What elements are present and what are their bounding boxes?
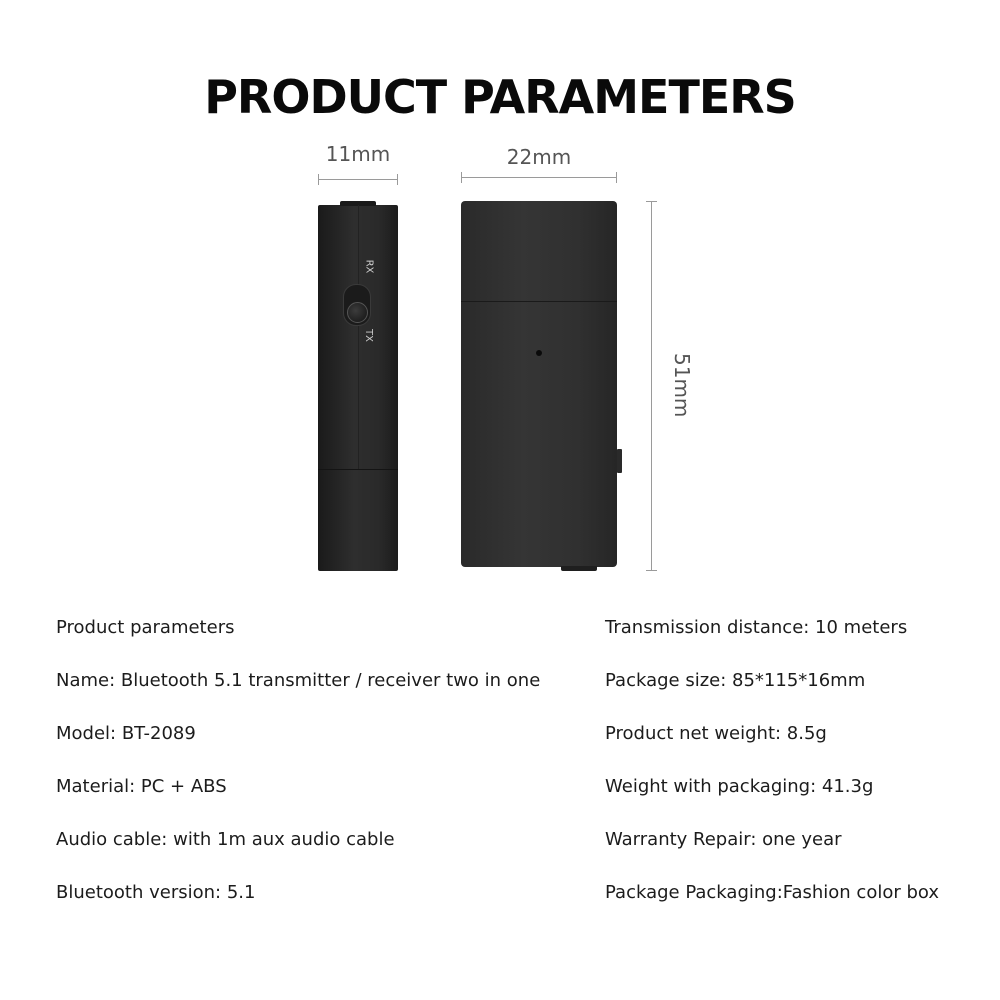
spec-right-item: Transmission distance: 10 meters: [605, 617, 908, 638]
led-indicator: [536, 350, 542, 356]
spec-right-item: Warranty Repair: one year: [605, 829, 842, 850]
height-line: [651, 201, 652, 571]
spec-left-item: Model: BT-2089: [56, 723, 196, 744]
front-width-label: 22mm: [506, 145, 572, 169]
side-width-line: [318, 179, 398, 180]
spec-right-item: Weight with packaging: 41.3g: [605, 776, 874, 797]
device-front-view: [461, 201, 617, 567]
page-title: PRODUCT PARAMETERS: [204, 70, 796, 124]
spec-right-item: Package size: 85*115*16mm: [605, 670, 866, 691]
spec-right-item: Package Packaging:Fashion color box: [605, 882, 940, 903]
rx-label: RX: [363, 259, 375, 274]
height-label: 51mm: [670, 353, 694, 418]
front-width-line: [461, 177, 617, 178]
side-seam: [318, 469, 398, 470]
spec-left-item: Product parameters: [56, 617, 235, 638]
switch-knob: [347, 302, 368, 323]
side-width-label: 11mm: [325, 142, 391, 166]
front-seam: [461, 301, 617, 302]
spec-left-item: Audio cable: with 1m aux audio cable: [56, 829, 395, 850]
rx-tx-switch: [343, 284, 371, 326]
device-side-view: [318, 205, 398, 571]
tx-label: TX: [362, 329, 374, 342]
spec-left-item: Bluetooth version: 5.1: [56, 882, 256, 903]
spec-left-item: Name: Bluetooth 5.1 transmitter / receiver two in one: [56, 670, 541, 691]
spec-right-item: Product net weight: 8.5g: [605, 723, 827, 744]
audio-jack: [561, 566, 597, 571]
spec-left-item: Material: PC + ABS: [56, 776, 227, 797]
side-groove: [358, 205, 359, 469]
side-button: [617, 449, 622, 473]
